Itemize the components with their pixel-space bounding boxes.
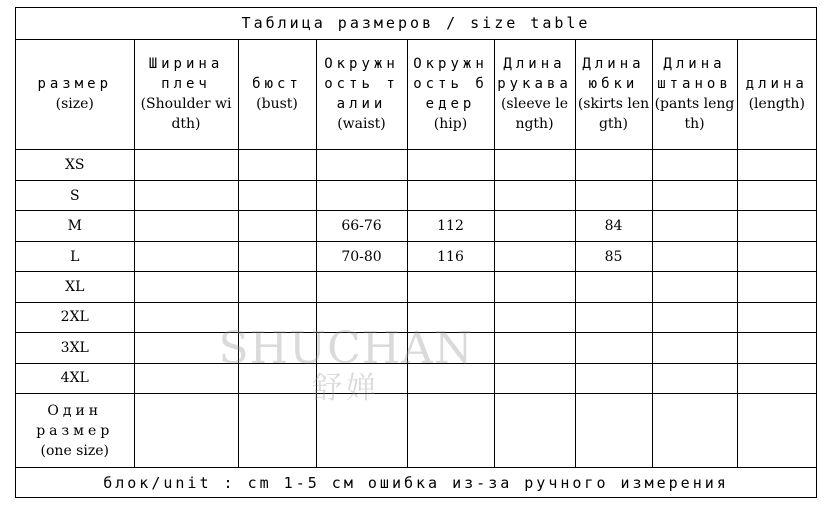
measurement-cell: [575, 363, 652, 393]
table-row: [16, 302, 816, 332]
measurement-cell: [134, 394, 238, 468]
one-size-ru: Один размер: [36, 402, 114, 439]
measurement-cell: [737, 150, 816, 180]
measurement-cell: [238, 211, 316, 241]
measurement-cell: 112: [407, 211, 494, 241]
measurement-cell: [407, 180, 494, 210]
measurement-cell: 84: [575, 211, 652, 241]
one-size-label-cell: [16, 394, 134, 468]
measurement-cell: 70-80: [316, 241, 407, 271]
measurement-cell: [494, 272, 575, 302]
column-header-en: (waist): [337, 116, 386, 133]
table-row-one-size: [16, 394, 816, 468]
column-header-ru: Окружность бедер: [413, 56, 488, 113]
column-header: [238, 39, 316, 150]
measurement-cell: [737, 272, 816, 302]
column-header-ru: Окружность талии: [324, 56, 399, 113]
column-header-en: (size): [55, 96, 94, 113]
size-label-cell: M: [16, 211, 134, 241]
measurement-cell: [494, 363, 575, 393]
size-label-cell: XL: [16, 272, 134, 302]
measurement-cell: [407, 272, 494, 302]
measurement-cell: [407, 333, 494, 363]
measurement-cell: [494, 394, 575, 468]
measurement-cell: [737, 333, 816, 363]
measurement-cell: [652, 272, 737, 302]
measurement-cell: [316, 363, 407, 393]
measurement-cell: [494, 211, 575, 241]
measurement-cell: [238, 241, 316, 271]
measurement-cell: [134, 333, 238, 363]
measurement-cell: [238, 333, 316, 363]
measurement-cell: [316, 150, 407, 180]
table-row: [16, 272, 816, 302]
table-row: [16, 211, 816, 241]
measurement-cell: [494, 241, 575, 271]
measurement-cell: [494, 180, 575, 210]
size-label-cell: XS: [16, 150, 134, 180]
measurement-cell: [407, 302, 494, 332]
measurement-cell: [737, 302, 816, 332]
watermark-latin: SHUCHAN: [218, 323, 474, 374]
measurement-cell: [737, 241, 816, 271]
measurement-cell: [575, 180, 652, 210]
column-header: [316, 39, 407, 150]
measurement-cell: [238, 363, 316, 393]
size-label-cell: S: [16, 180, 134, 210]
measurement-cell: [238, 180, 316, 210]
column-header-ru: Длина штанов: [657, 56, 732, 93]
measurement-cell: 66-76: [316, 211, 407, 241]
table-row: [16, 333, 816, 363]
column-header-en: (sleeve length): [500, 96, 569, 133]
measurement-cell: [652, 302, 737, 332]
measurement-cell: [737, 211, 816, 241]
table-row: [16, 180, 816, 210]
measurement-cell: [134, 150, 238, 180]
table-row: [16, 150, 816, 180]
measurement-cell: [737, 363, 816, 393]
column-header-ru: Длина рукава: [497, 56, 572, 93]
column-header-en: (bust): [256, 96, 298, 113]
column-header: [407, 39, 494, 150]
column-header-ru: Ширина плеч: [148, 56, 224, 93]
measurement-cell: 85: [575, 241, 652, 271]
size-table: [16, 8, 816, 497]
column-header: [652, 39, 737, 150]
column-header-en: (length): [748, 96, 805, 113]
column-header-en: (pants length): [654, 96, 735, 133]
measurement-cell: [238, 272, 316, 302]
measurement-cell: [652, 211, 737, 241]
column-header-en: (skirts length): [577, 96, 650, 133]
measurement-cell: [494, 150, 575, 180]
column-header-en: (Shoulder width): [140, 96, 232, 133]
column-header-ru: длина: [745, 76, 808, 93]
measurement-cell: [575, 150, 652, 180]
table-row: [16, 241, 816, 271]
column-header-ru: размер: [37, 76, 113, 93]
measurement-cell: [134, 272, 238, 302]
column-header: [737, 39, 816, 150]
measurement-cell: [652, 150, 737, 180]
column-header: [134, 39, 238, 150]
measurement-cell: [575, 302, 652, 332]
measurement-cell: [494, 302, 575, 332]
column-header-en: (hip): [433, 116, 468, 133]
measurement-cell: [238, 302, 316, 332]
measurement-cell: [134, 363, 238, 393]
column-header-ru: Длина юбки: [582, 56, 645, 93]
size-label-cell: 4XL: [16, 363, 134, 393]
measurement-cell: [652, 394, 737, 468]
column-header: [16, 39, 134, 150]
column-header: [494, 39, 575, 150]
measurement-cell: [407, 394, 494, 468]
size-label-cell: 2XL: [16, 302, 134, 332]
column-header-ru: бюст: [252, 76, 302, 93]
header-row: [16, 39, 816, 150]
measurement-cell: [407, 150, 494, 180]
measurement-cell: [238, 394, 316, 468]
measurement-cell: [494, 333, 575, 363]
measurement-cell: [134, 241, 238, 271]
watermark-chinese: 舒婵: [312, 371, 380, 406]
measurement-cell: [134, 302, 238, 332]
measurement-cell: [737, 394, 816, 468]
table-footer-note: блок/unit : cm 1-5 см ошибка из-за ручного измерения: [16, 468, 816, 497]
one-size-en: (one size): [40, 442, 109, 459]
measurement-cell: [407, 363, 494, 393]
measurement-cell: [575, 333, 652, 363]
measurement-cell: [652, 180, 737, 210]
measurement-cell: [134, 180, 238, 210]
measurement-cell: [652, 241, 737, 271]
measurement-cell: [737, 180, 816, 210]
measurement-cell: [575, 272, 652, 302]
measurement-cell: 116: [407, 241, 494, 271]
measurement-cell: [575, 394, 652, 468]
table-title: Таблица размеров / size table: [16, 8, 816, 39]
measurement-cell: [316, 272, 407, 302]
column-header: [575, 39, 652, 150]
measurement-cell: [316, 333, 407, 363]
measurement-cell: [134, 211, 238, 241]
measurement-cell: [316, 302, 407, 332]
measurement-cell: [316, 394, 407, 468]
size-label-cell: 3XL: [16, 333, 134, 363]
measurement-cell: [316, 180, 407, 210]
measurement-cell: [652, 363, 737, 393]
size-chart: [15, 7, 817, 498]
size-label-cell: L: [16, 241, 134, 271]
measurement-cell: [238, 150, 316, 180]
measurement-cell: [652, 333, 737, 363]
table-row: [16, 363, 816, 393]
